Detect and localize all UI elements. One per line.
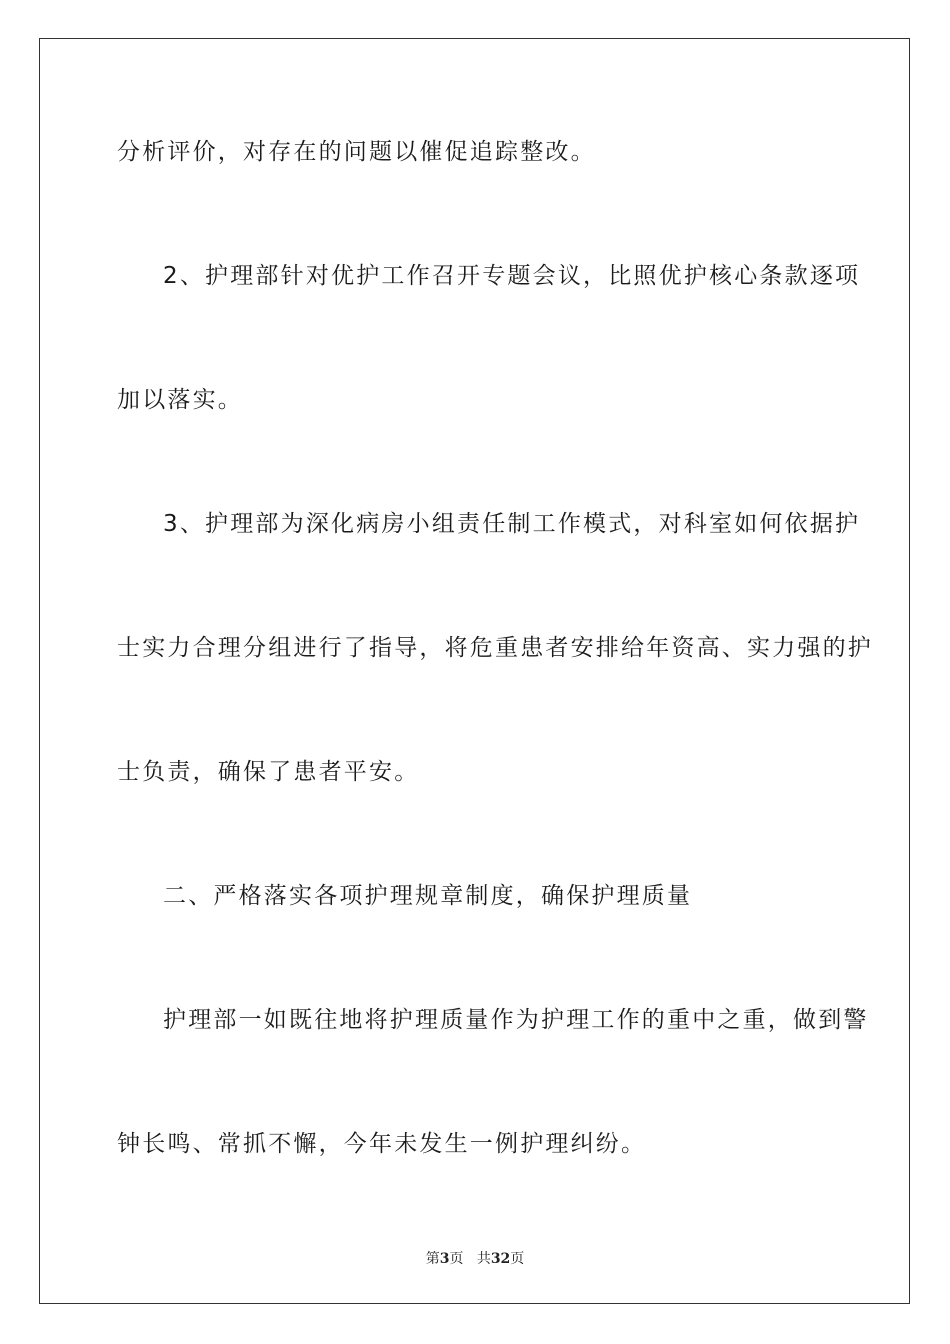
page-border	[39, 38, 910, 1304]
footer-page-prefix: 第	[425, 1251, 440, 1267]
paragraph-line: 士负责，确保了患者平安。	[117, 759, 420, 785]
section-heading: 二、严格落实各项护理规章制度，确保护理质量	[163, 883, 693, 909]
paragraph-line: 护理部一如既往地将护理质量作为护理工作的重中之重，做到警	[163, 1007, 869, 1033]
footer-page-number: 3	[439, 1251, 450, 1267]
paragraph-line: 3、护理部为深化病房小组责任制工作模式，对科室如何依据护	[163, 511, 861, 537]
paragraph-line: 加以落实。	[117, 387, 243, 413]
paragraph-line: 钟长鸣、常抓不懈，今年未发生一例护理纠纷。	[117, 1131, 647, 1157]
paragraph-line: 士实力合理分组进行了指导，将危重患者安排给年资高、实力强的护	[117, 635, 873, 661]
footer-total-prefix: 共	[476, 1251, 491, 1267]
paragraph-line: 2、护理部针对优护工作召开专题会议，比照优护核心条款逐项	[163, 263, 861, 289]
page-footer	[0, 1248, 950, 1268]
footer-page-suffix: 页	[449, 1251, 464, 1267]
paragraph-line: 分析评价，对存在的问题以催促追踪整改。	[117, 139, 596, 165]
footer-total-pages: 32	[490, 1251, 511, 1267]
footer-total-suffix: 页	[510, 1251, 525, 1267]
